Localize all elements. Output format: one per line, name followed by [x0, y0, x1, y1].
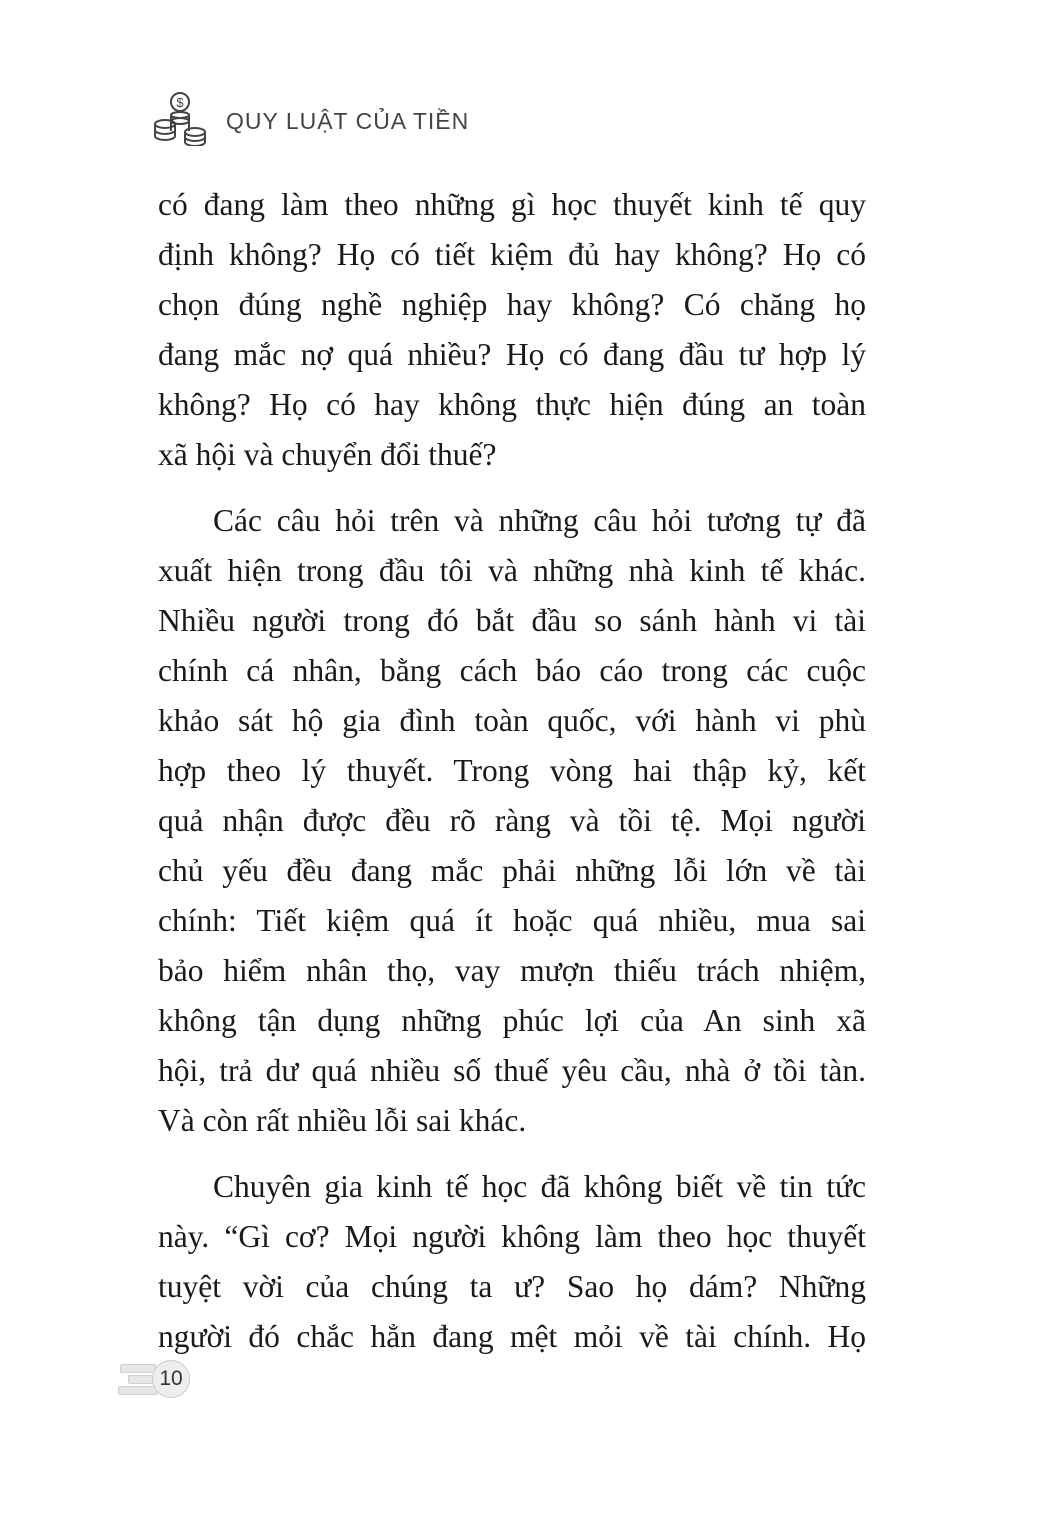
text-line: khảo sát hộ gia đình toàn quốc, với hành vi phù	[158, 703, 866, 738]
decorative-bar	[120, 1364, 156, 1373]
text-line: chủ yếu đều đang mắc phải những lỗi lớn về tài	[158, 853, 866, 888]
text-line: quả nhận được đều rõ ràng và tồi tệ. Mọi người	[158, 803, 866, 838]
book-title: QUY LUẬT CỦA TIỀN	[226, 107, 470, 134]
text-line: không? Họ có hay không thực hiện đúng an toàn	[158, 387, 866, 422]
text-line: này. “Gì cơ? Mọi người không làm theo học thuyết	[158, 1219, 866, 1254]
text-line: Chuyên gia kinh tế học đã không biết về tin tức	[213, 1169, 866, 1204]
text-line: chọn đúng nghề nghiệp hay không? Có chăng họ	[158, 287, 866, 322]
page-number: 10	[152, 1360, 190, 1398]
page-number-badge	[116, 1362, 186, 1398]
text-line: chính: Tiết kiệm quá ít hoặc quá nhiều, mua sai	[158, 903, 866, 938]
text-line: có đang làm theo những gì học thuyết kinh tế quy	[158, 187, 866, 222]
text-line: người đó chắc hẳn đang mệt mỏi về tài chính. Họ	[158, 1319, 866, 1354]
decorative-bar	[118, 1386, 158, 1395]
paragraph	[158, 1162, 866, 1362]
body-text	[158, 180, 866, 1378]
text-line: xã hội và chuyển đổi thuế?	[158, 437, 497, 472]
svg-text:$: $	[176, 95, 184, 110]
paragraph	[158, 180, 866, 480]
text-line: hợp theo lý thuyết. Trong vòng hai thập kỷ, kết	[158, 753, 866, 788]
text-line: định không? Họ có tiết kiệm đủ hay không? Họ có	[158, 237, 866, 272]
text-line: Và còn rất nhiều lỗi sai khác.	[158, 1103, 527, 1138]
text-line: tuyệt vời của chúng ta ư? Sao họ dám? Những	[158, 1269, 866, 1304]
paragraph	[158, 496, 866, 1146]
text-line: hội, trả dư quá nhiều số thuế yêu cầu, nhà ở tồi tàn.	[158, 1053, 866, 1088]
text-line: Nhiều người trong đó bắt đầu so sánh hành vi tài	[158, 603, 866, 638]
text-line: bảo hiểm nhân thọ, vay mượn thiếu trách nhiệm,	[158, 953, 866, 988]
text-line: Các câu hỏi trên và những câu hỏi tương tự đã	[213, 503, 866, 538]
text-line: chính cá nhân, bằng cách báo cáo trong các cuộc	[158, 653, 866, 688]
text-line: không tận dụng những phúc lợi của An sinh xã	[158, 1003, 866, 1038]
text-line: xuất hiện trong đầu tôi và những nhà kinh tế khác.	[158, 553, 866, 588]
text-line: đang mắc nợ quá nhiều? Họ có đang đầu tư hợp lý	[158, 337, 866, 372]
coins-stack-icon	[150, 88, 208, 146]
running-header	[150, 88, 469, 146]
